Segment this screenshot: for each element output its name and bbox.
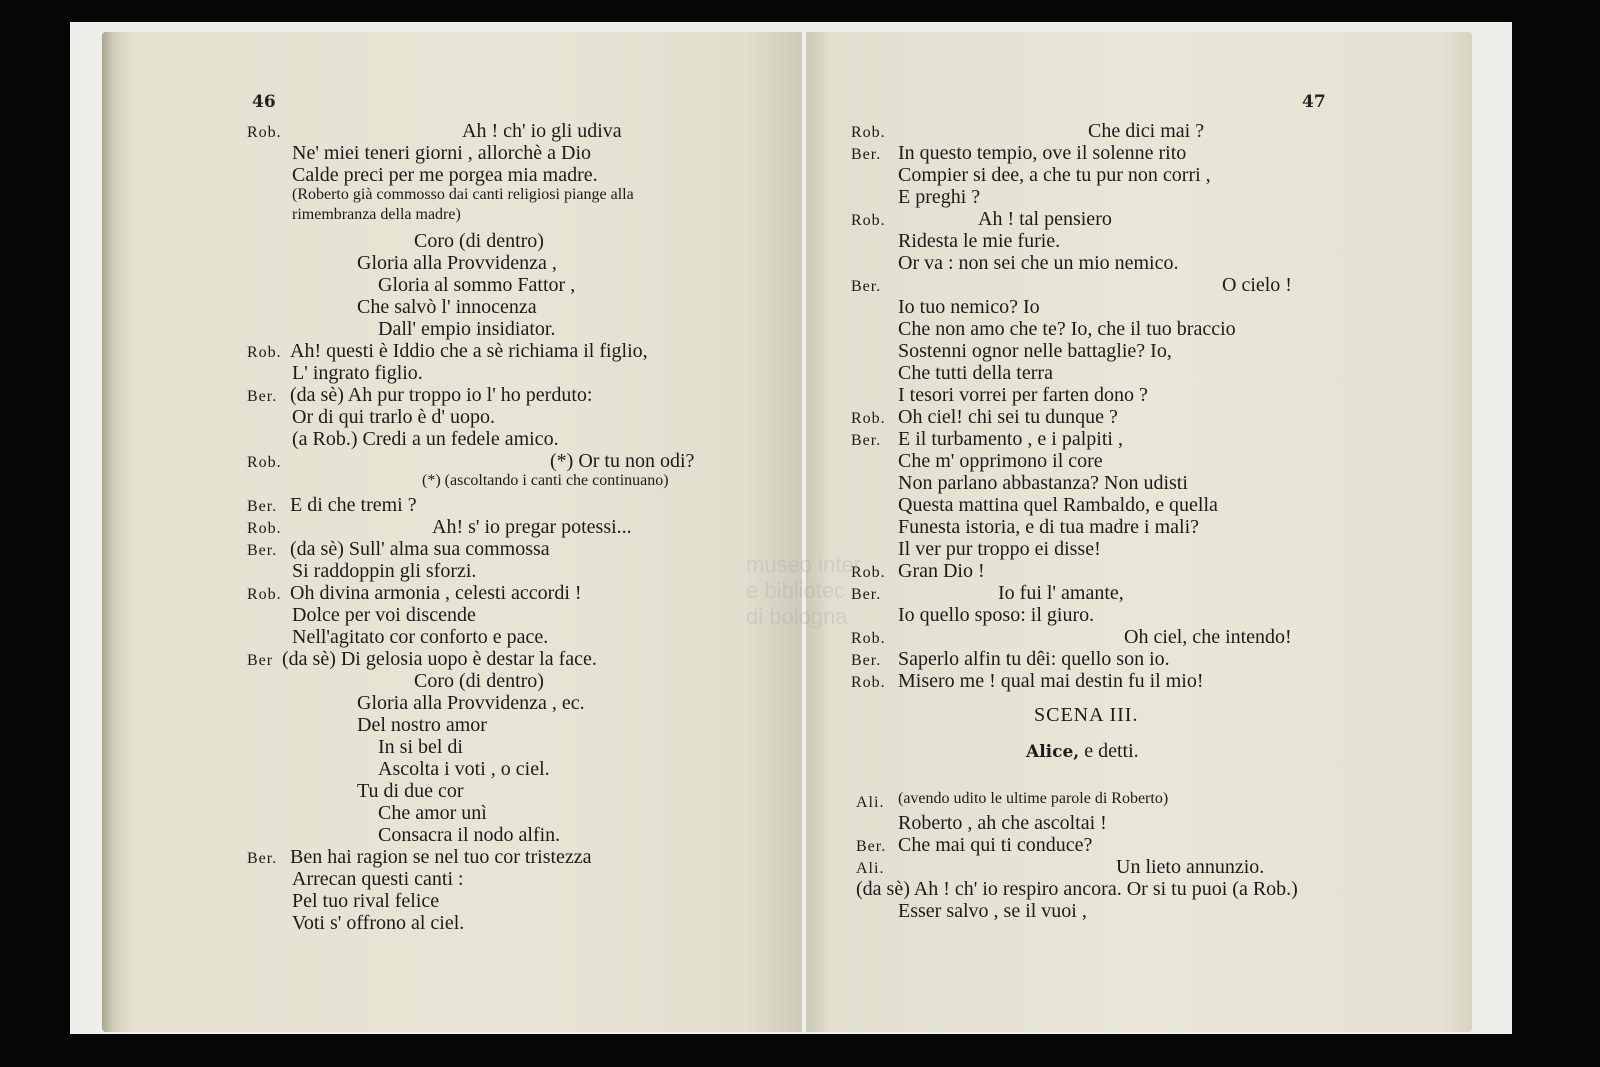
text-line: Esser salvo , se il vuoi , — [898, 900, 1087, 922]
speaker-label: Rob. — [851, 564, 886, 581]
text-line: Tu di due cor — [357, 780, 464, 802]
speaker-label: Ali. — [856, 794, 885, 811]
watermark-line: museo inter — [746, 552, 861, 577]
text-line: (*) Or tu non odi? — [550, 450, 695, 472]
speaker-label: Rob. — [851, 674, 886, 691]
text-line: Io tuo nemico? Io — [898, 296, 1040, 318]
text-line: (Roberto già commosso dai canti religiosi piange alla — [292, 186, 634, 203]
speaker-label: Rob. — [247, 454, 282, 471]
text-line: Non parlano abbastanza? Non udisti — [898, 472, 1188, 494]
speaker-label: Ber. — [856, 838, 887, 855]
text-line: Io fui l' amante, — [998, 582, 1124, 604]
text-line: Ascolta i voti , o ciel. — [378, 758, 550, 780]
text-line: Un lieto annunzio. — [1116, 856, 1265, 878]
left-page-number: 46 — [252, 92, 276, 112]
speaker-label: Ber. — [851, 586, 882, 603]
text-line: E preghi ? — [898, 186, 981, 208]
speaker-label: Ber. — [851, 432, 882, 449]
text-line: Oh ciel, che intendo! — [1124, 626, 1292, 648]
text-line: Che m' opprimono il core — [898, 450, 1103, 472]
text-line: Arrecan questi canti : — [292, 868, 464, 890]
scene-cast-rest: e detti. — [1084, 740, 1139, 762]
text-line: Ah! s' io pregar potessi... — [432, 516, 632, 538]
text-line: Misero me ! qual mai destin fu il mio! — [898, 670, 1204, 692]
speaker-label: Rob. — [851, 630, 886, 647]
text-line: Si raddoppin gli sforzi. — [292, 560, 477, 582]
text-line: Ben hai ragion se nel tuo cor tristezza — [290, 846, 592, 868]
watermark-line: di bologna — [746, 604, 848, 629]
speaker-label: Ali. — [856, 860, 885, 877]
speaker-label: Rob. — [247, 124, 282, 141]
text-line: Ah ! ch' io gli udiva — [462, 120, 622, 142]
right-page-number: 47 — [1302, 92, 1326, 112]
text-line: Ah! questi è Iddio che a sè richiama il figlio, — [290, 340, 648, 362]
text-line: Oh divina armonia , celesti accordi ! — [290, 582, 582, 604]
left-page — [102, 32, 802, 1032]
text-line: Nell'agitato cor conforto e pace. — [292, 626, 549, 648]
text-line: L' ingrato figlio. — [292, 362, 423, 384]
text-line: (*) (ascoltando i canti che continuano) — [422, 472, 669, 489]
text-line: Che dici mai ? — [1088, 120, 1205, 142]
text-line: Coro (di dentro) — [414, 670, 544, 692]
text-line: (avendo udito le ultime parole di Roberto) — [898, 790, 1169, 807]
scene-cast-name: Alice, — [1026, 742, 1080, 762]
right-page — [746, 32, 1472, 1032]
text-line: Funesta istoria, e di tua madre i mali? — [898, 516, 1200, 538]
text-line: Ne' miei teneri giorni , allorchè a Dio — [292, 142, 592, 164]
text-line: In si bel di — [378, 736, 463, 758]
text-line: Questa mattina quel Rambaldo, e quella — [898, 494, 1218, 516]
text-line: Ridesta le mie furie. — [898, 230, 1061, 252]
text-line: Che mai qui ti conduce? — [898, 834, 1093, 856]
watermark — [746, 552, 861, 630]
text-line: (da sè) Di gelosia uopo è destar la face. — [282, 648, 597, 670]
text-line: rimembranza della madre) — [292, 206, 461, 223]
text-line: (a Rob.) Credi a un fedele amico. — [292, 428, 559, 450]
speaker-label: Rob. — [851, 212, 886, 229]
text-line: (da sè) Sull' alma sua commossa — [290, 538, 550, 560]
text-line: Che salvò l' innocenza — [357, 296, 537, 318]
text-line: Saperlo alfin tu dêi: quello son io. — [898, 648, 1170, 670]
text-line: Ah ! tal pensiero — [978, 208, 1112, 230]
text-line: E il turbamento , e i palpiti , — [898, 428, 1123, 450]
text-line: Io quello sposo: il giuro. — [898, 604, 1095, 626]
text-line: Gran Dio ! — [898, 560, 985, 582]
text-line: Compier si dee, a che tu pur non corri , — [898, 164, 1211, 186]
text-line: Del nostro amor — [357, 714, 487, 736]
speaker-label: Rob. — [247, 586, 282, 603]
scene-heading: SCENA III. — [1034, 704, 1139, 726]
text-line: Gloria al sommo Fattor , — [378, 274, 576, 296]
text-line: Voti s' offrono al ciel. — [292, 912, 465, 934]
text-line: Or va : non sei che un mio nemico. — [898, 252, 1179, 274]
speaker-label: Ber. — [247, 388, 278, 405]
text-line: Calde preci per me porgea mia madre. — [292, 164, 598, 186]
speaker-label: Rob. — [851, 410, 886, 427]
text-line: (da sè) Ah pur troppo io l' ho perduto: — [290, 384, 593, 406]
text-line: Dall' empio insidiator. — [378, 318, 556, 340]
speaker-label: Rob. — [851, 124, 886, 141]
text-line: Pel tuo rival felice — [292, 890, 440, 912]
speaker-label: Ber. — [851, 278, 882, 295]
speaker-label: Rob. — [247, 344, 282, 361]
speaker-label: Ber. — [851, 146, 882, 163]
text-line: Sostenni ognor nelle battaglie? Io, — [898, 340, 1172, 362]
speaker-label: Ber. — [247, 542, 278, 559]
speaker-label: Ber. — [851, 652, 882, 669]
speaker-label: Ber. — [247, 850, 278, 867]
text-line: Che non amo che te? Io, che il tuo braccio — [898, 318, 1236, 340]
speaker-label: Ber — [247, 652, 274, 669]
text-line: Che amor unì — [378, 802, 487, 824]
scene-cast — [1026, 740, 1139, 763]
text-line: Roberto , ah che ascoltai ! — [898, 812, 1107, 834]
text-line: Il ver pur troppo ei disse! — [898, 538, 1101, 560]
text-line: Che tutti della terra — [898, 362, 1053, 384]
text-line: Coro (di dentro) — [414, 230, 544, 252]
watermark-line: e bibliotec — [746, 578, 846, 603]
text-line: E di che tremi ? — [290, 494, 417, 516]
text-line: In questo tempio, ove il solenne rito — [898, 142, 1187, 164]
text-line: Dolce per voi discende — [292, 604, 476, 626]
text-line: Gloria alla Provvidenza , — [357, 252, 557, 274]
speaker-label: Rob. — [247, 520, 282, 537]
text-line: (da sè) Ah ! ch' io respiro ancora. Or si tu puoi (a Rob.) — [856, 878, 1298, 900]
text-line: Or di qui trarlo è d' uopo. — [292, 406, 496, 428]
speaker-label: Ber. — [247, 498, 278, 515]
text-line: Oh ciel! chi sei tu dunque ? — [898, 406, 1118, 428]
text-line: Gloria alla Provvidenza , ec. — [357, 692, 585, 714]
text-line: I tesori vorrei per farten dono ? — [898, 384, 1148, 406]
text-line: O cielo ! — [1222, 274, 1292, 296]
text-line: Consacra il nodo alfin. — [378, 824, 561, 846]
